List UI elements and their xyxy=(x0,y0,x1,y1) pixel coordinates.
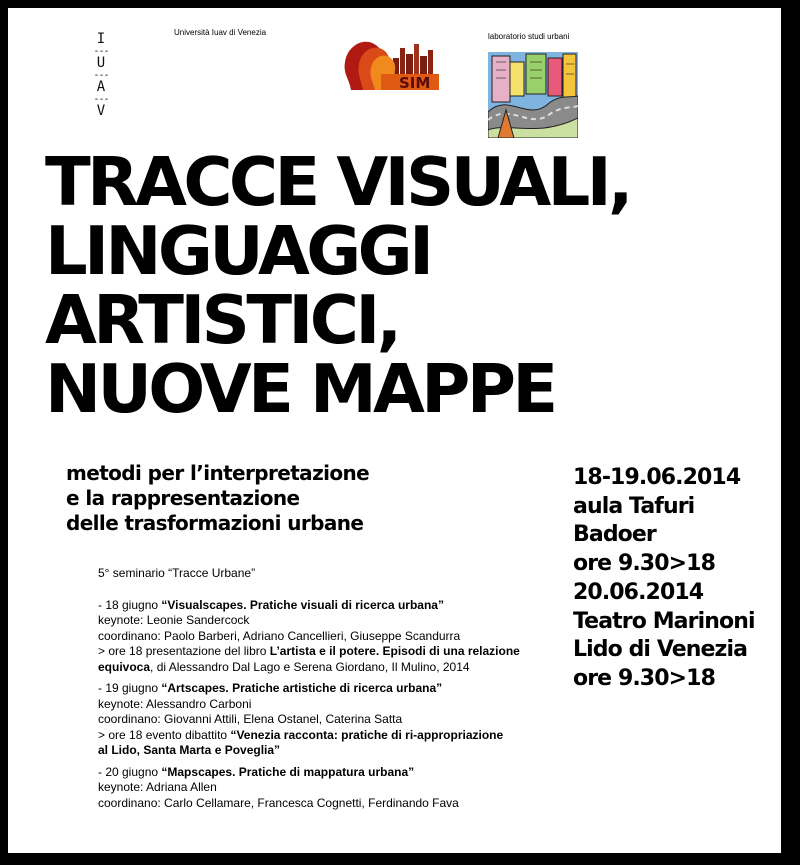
seminar-intro: 5° seminario “Tracce Urbane” xyxy=(98,566,256,580)
evening-event-cont xyxy=(98,660,558,676)
title-line: NUOVE MAPPE xyxy=(45,350,555,428)
event-prefix: > ore 18 evento dibattito xyxy=(98,727,231,742)
iuav-separator: --- xyxy=(93,94,109,105)
title-line: ARTISTICI, xyxy=(45,281,399,359)
title-line: LINGUAGGI xyxy=(45,212,431,290)
subtitle-line: metodi per l’interpretazione xyxy=(66,461,370,485)
evening-event xyxy=(98,728,558,744)
lab-illustration xyxy=(488,52,578,138)
university-name: Università Iuav di Venezia xyxy=(174,28,267,37)
iuav-separator: --- xyxy=(93,70,109,81)
book-title: L’artista e il potere. Episodi di una relazione xyxy=(269,644,520,658)
venue-line: Teatro Marinoni xyxy=(573,608,755,634)
day-heading xyxy=(98,765,558,781)
day-heading xyxy=(98,681,558,697)
iuav-letter: V xyxy=(96,103,106,119)
keynote: keynote: Adriana Allen xyxy=(98,780,217,794)
iuav-letter: U xyxy=(96,55,106,71)
iuav-letter: I xyxy=(96,31,106,47)
sim-logo xyxy=(341,34,441,90)
subtitle-line: e la rappresentazione xyxy=(66,486,300,510)
venue-line: Badoer xyxy=(573,522,656,548)
title-line: TRACCE VISUALI, xyxy=(45,143,630,221)
keynote: keynote: Alessandro Carboni xyxy=(98,696,252,711)
coordinators: coordinano: Carlo Cellamare, Francesca Cognetti, Ferdinando Fava xyxy=(98,795,459,810)
date-line: 20.06.2014 xyxy=(573,579,704,605)
lab-name: laboratorio studi urbani xyxy=(488,32,570,41)
event-title-cont: al Lido, Santa Marta e Poveglia” xyxy=(98,743,281,757)
poster-title xyxy=(45,143,630,428)
coordinators: coordinano: Giovanni Attili, Elena Ostanel, Caterina Satta xyxy=(98,712,403,726)
event-title: “Venezia racconta: pratiche di ri-appropriazione xyxy=(230,727,504,742)
event-prefix: > ore 18 presentazione del libro xyxy=(98,644,270,658)
session-title: “Artscapes. Pratiche artistiche di ricerca urbana” xyxy=(161,681,443,695)
subtitle-line: delle trasformazioni urbane xyxy=(66,511,364,535)
coordinators: coordinano: Paolo Barberi, Adriano Cancellieri, Giuseppe Scandurra xyxy=(98,628,461,643)
session-title: “Visualscapes. Pratiche visuali di ricerca urbana” xyxy=(161,597,444,612)
venue-line: Lido di Venezia xyxy=(573,637,748,663)
poster-subtitle xyxy=(66,461,369,536)
seminar-program xyxy=(98,566,558,811)
book-credits: , di Alessandro Dal Lago e Serena Giordano, Il Mulino, 2014 xyxy=(150,659,470,674)
iuav-separator: --- xyxy=(93,46,109,57)
session-title: “Mapscapes. Pratiche di mappatura urbana” xyxy=(161,764,415,779)
iuav-letter: A xyxy=(96,79,106,95)
day-date: - 20 giugno xyxy=(98,764,162,779)
iuav-logo xyxy=(86,32,116,119)
venue-line: aula Tafuri xyxy=(573,493,695,519)
sim-logo-text: SIM xyxy=(399,74,431,90)
keynote: keynote: Leonie Sandercock xyxy=(98,613,250,627)
dates-venues xyxy=(573,464,755,694)
day-date: - 19 giugno xyxy=(98,681,162,695)
poster xyxy=(8,8,781,853)
day-date: - 18 giugno xyxy=(98,597,162,612)
book-title-cont: equivoca xyxy=(98,659,151,674)
time-line: ore 9.30>18 xyxy=(573,551,715,577)
date-line: 18-19.06.2014 xyxy=(573,465,741,490)
time-line: ore 9.30>18 xyxy=(573,665,715,691)
day-heading xyxy=(98,598,558,614)
evening-event xyxy=(98,644,558,660)
